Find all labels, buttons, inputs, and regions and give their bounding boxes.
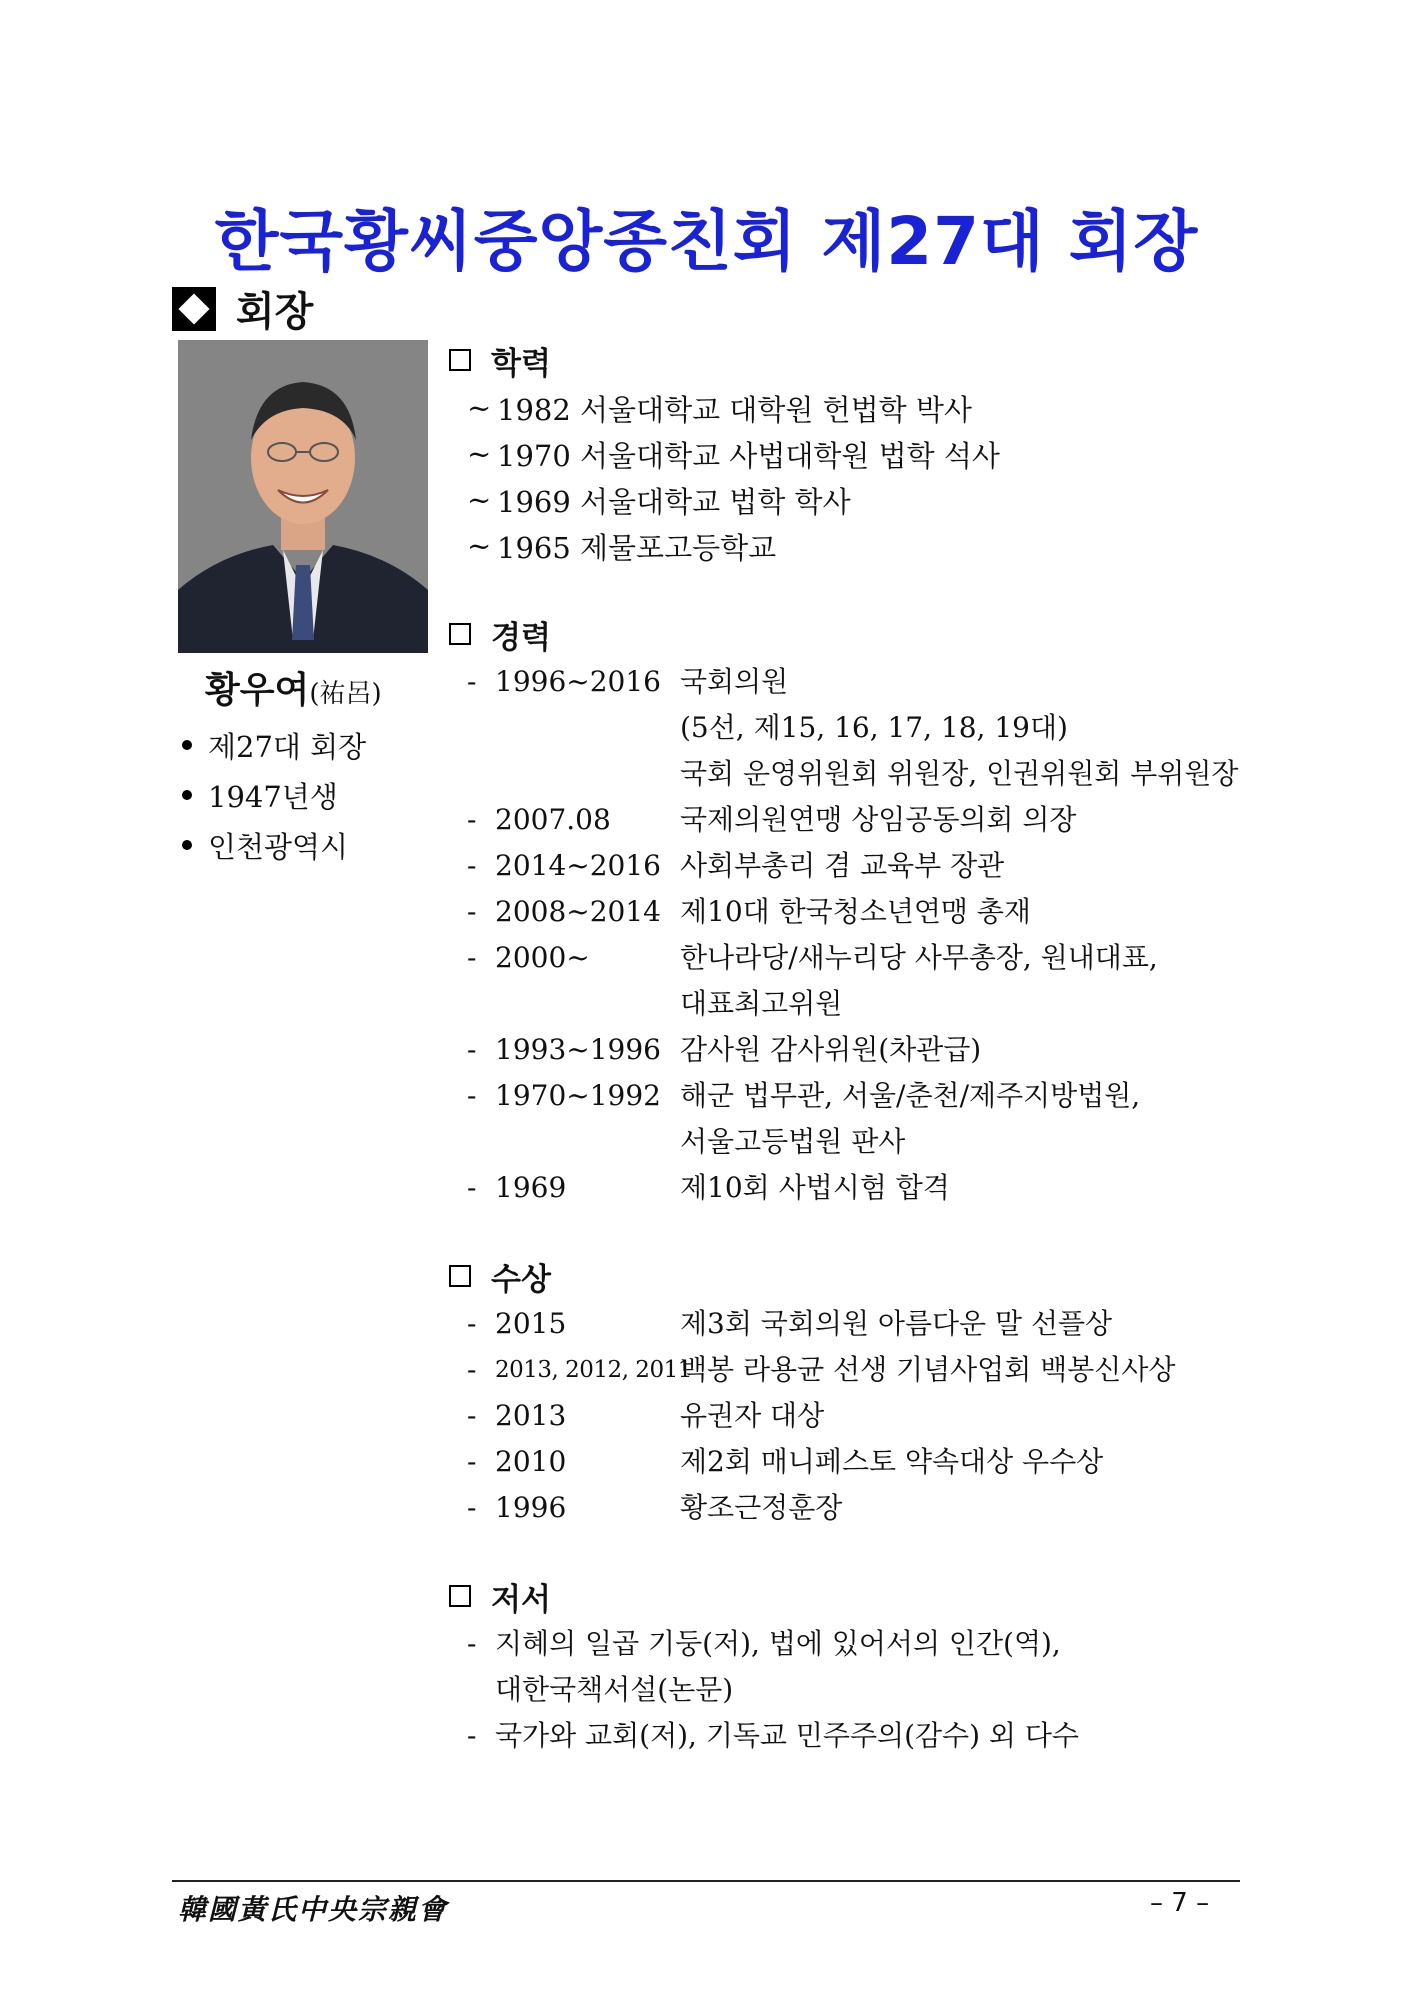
list-item: ~ 1969 서울대학교 법학 학사 bbox=[467, 483, 851, 519]
list-item: - 1996 황조근정훈장 bbox=[467, 1491, 843, 1524]
books-heading: 저서 bbox=[445, 1571, 1345, 1621]
education-heading: 학력 bbox=[445, 335, 1345, 385]
list-item: ~ 1970 서울대학교 사법대학원 법학 석사 bbox=[467, 437, 1000, 473]
awards-heading: 수상 bbox=[445, 1251, 1345, 1301]
list-item: - 국가와 교회(저), 기독교 민주주의(감수) 외 다수 bbox=[467, 1719, 1079, 1752]
list-item: - 1970~1992 해군 법무관, 서울/춘천/제주지방법원, 서울고등법원 판사 bbox=[467, 1079, 1141, 1158]
awards-list bbox=[445, 1301, 1345, 1531]
person-name-hanja: (祐呂) bbox=[309, 679, 382, 709]
footer-divider bbox=[172, 1880, 1240, 1882]
career-heading: 경력 bbox=[445, 609, 1345, 659]
diamond-bullet-icon bbox=[172, 287, 216, 331]
list-item: - 2007.08 국제의원연맹 상임공동의회 의장 bbox=[467, 803, 1077, 836]
person-name bbox=[205, 662, 382, 713]
list-item: 1947년생 bbox=[180, 770, 366, 820]
list-item: - 2008~2014 제10대 한국청소년연맹 총재 bbox=[467, 895, 1031, 928]
list-item: ~ 1965 제물포고등학교 bbox=[467, 529, 777, 565]
section-heading bbox=[172, 280, 313, 337]
books-list bbox=[445, 1621, 1345, 1759]
list-item: - 지혜의 일곱 기둥(저), 법에 있어서의 인간(역), 대한국책서설(논문) bbox=[467, 1627, 1061, 1706]
list-item: - 2014~2016 사회부총리 겸 교육부 장관 bbox=[467, 849, 1005, 882]
list-item: - 1996~2016 국회의원 (5선, 제15, 16, 17, 18, 19대) 국회 운영위원회 위원장, 인권위원회 부위원장 bbox=[467, 665, 1239, 790]
list-item: - 1993~1996 감사원 감사위원(차관급) bbox=[467, 1033, 982, 1066]
list-item: - 2013 유권자 대상 bbox=[467, 1399, 825, 1432]
list-item: - 2015 제3회 국회의원 아름다운 말 선플상 bbox=[467, 1307, 1113, 1340]
list-item: - 1969 제10회 사법시험 합격 bbox=[467, 1171, 950, 1204]
list-item: - 2013, 2012, 2011 백봉 라용균 선생 기념사업회 백봉신사상 bbox=[467, 1353, 1176, 1386]
list-item: - 2010 제2회 매니페스토 약속대상 우수상 bbox=[467, 1445, 1104, 1478]
list-item: ~ 1982 서울대학교 대학원 헌법학 박사 bbox=[467, 391, 972, 427]
education-list bbox=[445, 385, 1345, 569]
career-list bbox=[445, 659, 1345, 1211]
square-bullet-icon bbox=[449, 1265, 471, 1287]
list-item: 제27대 회장 bbox=[180, 720, 366, 770]
square-bullet-icon bbox=[449, 1585, 471, 1607]
portrait-figure bbox=[178, 340, 428, 653]
page-title: 한국황씨중앙종친회 제27대 회장 bbox=[214, 203, 1199, 280]
square-bullet-icon bbox=[449, 623, 471, 645]
profile-bullets bbox=[180, 720, 366, 870]
footer-org-name: 韓國黃氏中央宗親會 bbox=[178, 1893, 449, 1926]
list-item: - 2000~ 한나라당/새누리당 사무총장, 원내대표, 대표최고위원 bbox=[467, 941, 1158, 1020]
page-number: – 7 – bbox=[1150, 1888, 1210, 1918]
section-heading-text: 회장 bbox=[236, 289, 314, 335]
bullet-dot-icon bbox=[182, 740, 192, 750]
details-column bbox=[445, 335, 1345, 1759]
bullet-dot-icon bbox=[182, 840, 192, 850]
square-bullet-icon bbox=[449, 349, 471, 371]
portrait-photo bbox=[178, 340, 428, 653]
person-name-hangul: 황우여 bbox=[205, 669, 310, 711]
bullet-dot-icon bbox=[182, 790, 192, 800]
list-item: 인천광역시 bbox=[180, 820, 366, 870]
